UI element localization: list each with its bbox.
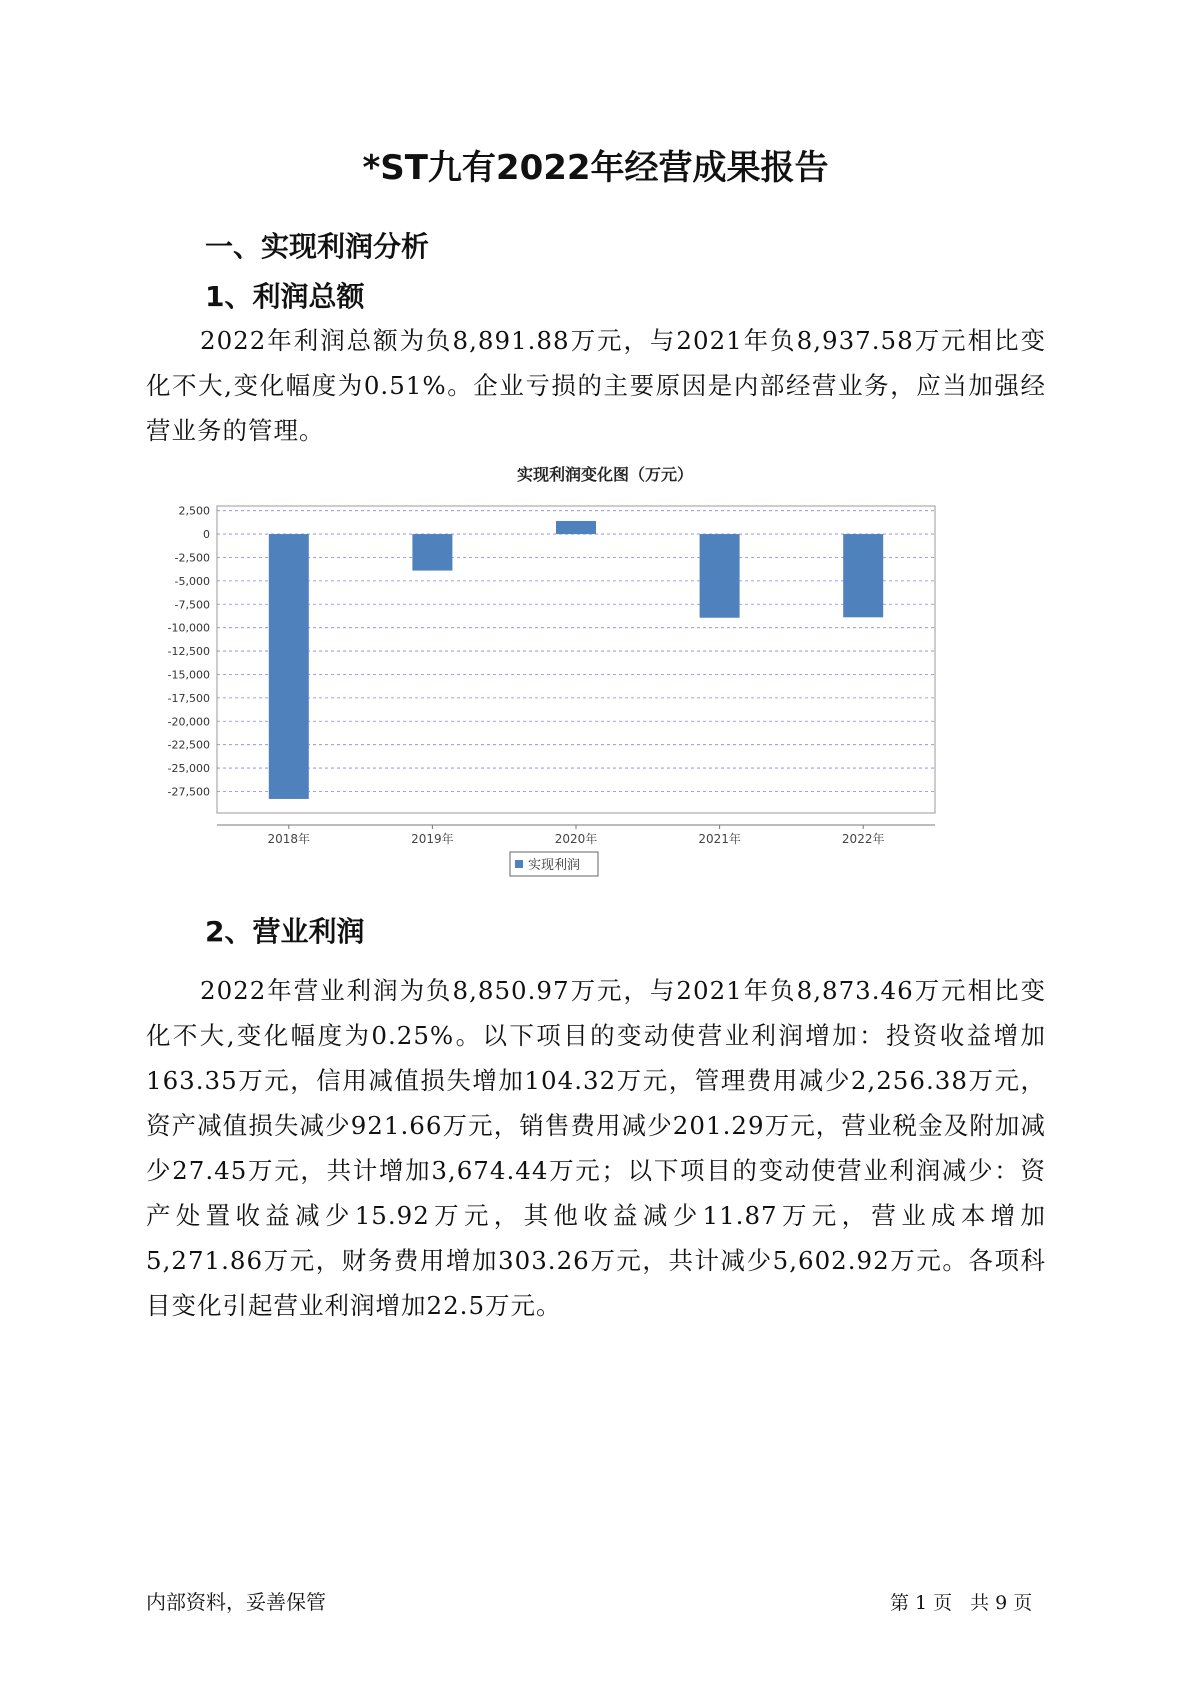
y-tick-label: -15,000 [167,668,210,682]
plot-area [217,506,935,813]
page-num: 1 [915,1592,928,1614]
y-tick-label: 2,500 [178,504,210,518]
bar-2021年 [700,534,740,618]
profit-bar-chart [150,465,1050,900]
total-unit: 页 [1013,1592,1033,1614]
legend-label: 实现利润 [528,858,581,873]
section-heading: 一、实现利润分析 [205,230,430,263]
y-tick-label: -17,500 [167,691,210,705]
page-prefix: 第 [890,1592,910,1614]
bar-2022年 [843,534,883,617]
x-tick-label: 2018年 [267,832,311,846]
page-number [890,1588,1038,1615]
y-tick-label: -27,500 [167,785,210,799]
x-tick-label: 2021年 [698,832,741,846]
chart-title: 实现利润变化图（万元） [516,465,694,484]
y-tick-label: -10,000 [167,621,210,635]
y-tick-label: -25,000 [167,762,210,776]
y-tick-label: -22,500 [167,738,210,752]
legend-swatch [515,860,523,868]
total-num: 9 [995,1592,1008,1614]
subsection-heading-operating-profit: 2、营业利润 [205,915,365,948]
y-tick-label: -2,500 [174,551,210,565]
y-tick-label: -20,000 [167,715,210,729]
total-prefix: 共 [970,1592,990,1614]
y-tick-label: -12,500 [167,645,210,659]
x-tick-label: 2022年 [841,832,885,846]
y-tick-label: -7,500 [174,598,210,612]
bar-2018年 [269,534,309,799]
y-tick-label: 0 [203,528,210,542]
x-tick-label: 2020年 [554,832,598,846]
footer-confidential-note: 内部资料，妥善保管 [146,1590,326,1614]
y-tick-label: -5,000 [174,574,210,588]
paragraph-operating-profit: 2022年营业利润为负8,850.97万元，与2021年负8,873.46万元相比变化不大,变化幅度为0.25%。以下项目的变动使营业利润增加：投资收益增加163.35万元，信用减值损失增加104.32万元，管理费用减少2,256.38万元，资产减值损失减少921.66万元，销售费用减少201.29万元，营业税金及附加减少27.45万元，共计增加3,674.44万元；以下项目的变动使营业利润减少：资产处置收益减少15.92万元，其他收益减少11.87万元，营业成本增加5,271.86万元，财务费用增加303.26万元，共计减少5,602.92万元。各项科目变化引起营业利润增加22.5万元。 [146,976,1046,1320]
subsection-heading-total-profit: 1、利润总额 [205,280,365,313]
bar-2019年 [412,534,452,571]
page-title: *ST九有2022年经营成果报告 [362,148,829,188]
x-tick-label: 2019年 [411,832,454,846]
bar-2020年 [556,521,596,534]
page-unit: 页 [933,1592,953,1614]
paragraph-total-profit: 2022年利润总额为负8,891.88万元，与2021年负8,937.58万元相比变化不大,变化幅度为0.51%。企业亏损的主要原因是内部经营业务，应当加强经营业务的管理。 [146,326,1046,445]
